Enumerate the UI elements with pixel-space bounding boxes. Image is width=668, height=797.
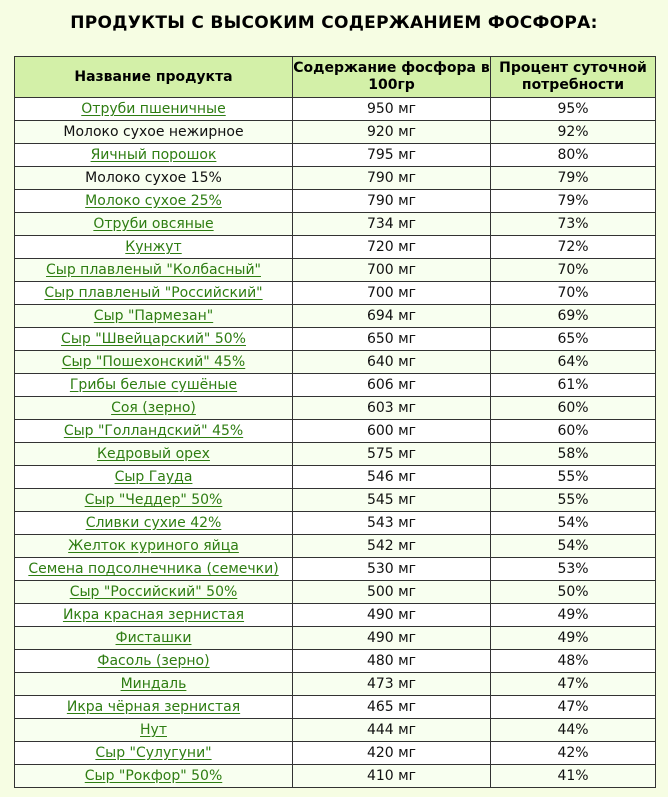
product-name-cell (15, 650, 293, 673)
daily-percent-cell: 48% (491, 650, 656, 673)
product-name: Молоко сухое нежирное (63, 124, 244, 140)
phosphorus-content-cell: 734 мг (293, 213, 491, 236)
table-row (15, 213, 656, 236)
phosphorus-content-cell: 600 мг (293, 420, 491, 443)
phosphorus-content-cell: 420 мг (293, 742, 491, 765)
phosphorus-content-cell: 720 мг (293, 236, 491, 259)
phosphorus-content-cell: 790 мг (293, 190, 491, 213)
product-name-cell (15, 374, 293, 397)
product-link[interactable]: Сыр "Швейцарский" 50% (61, 331, 246, 347)
table-row (15, 696, 656, 719)
product-link[interactable]: Кунжут (125, 239, 182, 255)
product-name-cell (15, 351, 293, 374)
daily-percent-cell: 72% (491, 236, 656, 259)
product-link[interactable]: Грибы белые сушёные (69, 377, 238, 393)
table-row (15, 765, 656, 788)
product-name-cell (15, 259, 293, 282)
product-link[interactable]: Сыр "Российский" 50% (69, 584, 238, 600)
product-name-cell (15, 489, 293, 512)
daily-percent-cell: 61% (491, 374, 656, 397)
page-title: ПРОДУКТЫ С ВЫСОКИМ СОДЕРЖАНИЕМ ФОСФОРА: (70, 13, 598, 33)
header-product-name: Название продукта (15, 57, 293, 98)
product-name-cell (15, 558, 293, 581)
daily-percent-cell: 55% (491, 466, 656, 489)
phosphorus-content-cell: 530 мг (293, 558, 491, 581)
product-name-cell (15, 282, 293, 305)
phosphorus-content-cell: 546 мг (293, 466, 491, 489)
table-row (15, 190, 656, 213)
phosphorus-content-cell: 694 мг (293, 305, 491, 328)
product-link[interactable]: Сыр "Пармезан" (93, 308, 214, 324)
phosphorus-content-cell: 543 мг (293, 512, 491, 535)
daily-percent-cell: 80% (491, 144, 656, 167)
daily-percent-cell: 47% (491, 673, 656, 696)
table-row (15, 466, 656, 489)
phosphorus-content-cell: 790 мг (293, 167, 491, 190)
product-link[interactable]: Сыр плавленый "Российский" (44, 285, 263, 301)
product-name: Молоко сухое 15% (85, 170, 222, 186)
product-link[interactable]: Фасоль (зерно) (97, 653, 210, 669)
phosphorus-content-cell: 795 мг (293, 144, 491, 167)
product-link[interactable]: Икра красная зернистая (62, 607, 245, 623)
product-name-cell (15, 305, 293, 328)
phosphorus-content-cell: 603 мг (293, 397, 491, 420)
table-row (15, 305, 656, 328)
product-name-cell (15, 144, 293, 167)
daily-percent-cell: 69% (491, 305, 656, 328)
phosphorus-content-cell: 575 мг (293, 443, 491, 466)
table-row (15, 236, 656, 259)
product-link[interactable]: Яичный порошок (90, 147, 217, 163)
phosphorus-content-cell: 465 мг (293, 696, 491, 719)
product-name-cell (15, 696, 293, 719)
product-name-cell (15, 673, 293, 696)
product-link[interactable]: Сливки сухие 42% (85, 515, 222, 531)
daily-percent-cell: 95% (491, 98, 656, 121)
daily-percent-cell: 79% (491, 190, 656, 213)
product-name-cell (15, 328, 293, 351)
product-name-cell (15, 581, 293, 604)
daily-percent-cell: 65% (491, 328, 656, 351)
table-row (15, 581, 656, 604)
product-link[interactable]: Соя (зерно) (111, 400, 196, 416)
daily-percent-cell: 49% (491, 604, 656, 627)
table-row (15, 742, 656, 765)
table-row (15, 719, 656, 742)
daily-percent-cell: 92% (491, 121, 656, 144)
product-link[interactable]: Сыр плавленый "Колбасный" (46, 262, 261, 278)
product-link[interactable]: Отруби овсяные (93, 216, 214, 232)
product-name-cell (15, 443, 293, 466)
product-name-cell (15, 213, 293, 236)
daily-percent-cell: 42% (491, 742, 656, 765)
phosphorus-content-cell: 606 мг (293, 374, 491, 397)
table-row (15, 328, 656, 351)
table-row (15, 167, 656, 190)
product-link[interactable]: Молоко сухое 25% (85, 193, 222, 209)
phosphorus-content-cell: 700 мг (293, 282, 491, 305)
table-row (15, 397, 656, 420)
product-link[interactable]: Сыр "Пошехонский" 45% (61, 354, 246, 370)
phosphorus-table (14, 56, 656, 788)
product-link[interactable]: Нут (140, 722, 167, 738)
product-link[interactable]: Отруби пшеничные (81, 101, 226, 117)
daily-percent-cell: 49% (491, 627, 656, 650)
phosphorus-content-cell: 490 мг (293, 604, 491, 627)
header-phosphorus-content: Содержание фосфора в 100гр (293, 57, 491, 98)
table-row (15, 489, 656, 512)
phosphorus-content-cell: 640 мг (293, 351, 491, 374)
product-name-cell (15, 121, 293, 144)
table-row (15, 512, 656, 535)
daily-percent-cell: 55% (491, 489, 656, 512)
table-row (15, 535, 656, 558)
product-link[interactable]: Фисташки (115, 630, 192, 646)
daily-percent-cell: 54% (491, 535, 656, 558)
phosphorus-content-cell: 545 мг (293, 489, 491, 512)
phosphorus-content-cell: 650 мг (293, 328, 491, 351)
daily-percent-cell: 79% (491, 167, 656, 190)
product-name-cell (15, 765, 293, 788)
table-row (15, 144, 656, 167)
daily-percent-cell: 44% (491, 719, 656, 742)
phosphorus-content-cell: 410 мг (293, 765, 491, 788)
daily-percent-cell: 70% (491, 259, 656, 282)
product-link[interactable]: Сыр "Чеддер" 50% (84, 492, 223, 508)
product-name-cell (15, 512, 293, 535)
product-name-cell (15, 98, 293, 121)
table-row (15, 259, 656, 282)
table-header-row (15, 57, 656, 98)
product-name-cell (15, 167, 293, 190)
phosphorus-content-cell: 500 мг (293, 581, 491, 604)
product-link[interactable]: Сыр "Сулугуни" (95, 745, 212, 761)
product-link[interactable]: Семена подсолнечника (семечки) (28, 561, 279, 577)
table-row (15, 98, 656, 121)
product-name-cell (15, 535, 293, 558)
product-link[interactable]: Желток куриного яйца (68, 538, 239, 554)
table-row (15, 121, 656, 144)
product-name-cell (15, 742, 293, 765)
phosphorus-content-cell: 950 мг (293, 98, 491, 121)
phosphorus-content-cell: 700 мг (293, 259, 491, 282)
daily-percent-cell: 50% (491, 581, 656, 604)
product-name-cell (15, 627, 293, 650)
phosphorus-content-cell: 444 мг (293, 719, 491, 742)
product-name-cell (15, 466, 293, 489)
product-link[interactable]: Сыр "Голландский" 45% (63, 423, 244, 439)
product-name-cell (15, 719, 293, 742)
daily-percent-cell: 70% (491, 282, 656, 305)
table-row (15, 604, 656, 627)
table-row (15, 558, 656, 581)
table-row (15, 282, 656, 305)
table-row (15, 443, 656, 466)
product-name-cell (15, 397, 293, 420)
phosphorus-content-cell: 480 мг (293, 650, 491, 673)
table-row (15, 673, 656, 696)
daily-percent-cell: 58% (491, 443, 656, 466)
daily-percent-cell: 53% (491, 558, 656, 581)
table-row (15, 650, 656, 673)
table-row (15, 351, 656, 374)
product-name-cell (15, 190, 293, 213)
daily-percent-cell: 47% (491, 696, 656, 719)
table-row (15, 627, 656, 650)
phosphorus-content-cell: 473 мг (293, 673, 491, 696)
phosphorus-content-cell: 542 мг (293, 535, 491, 558)
product-link[interactable]: Сыр Гауда (114, 469, 193, 485)
product-name-cell (15, 604, 293, 627)
table-body (15, 98, 656, 788)
product-link[interactable]: Миндаль (120, 676, 187, 692)
product-name-cell (15, 236, 293, 259)
daily-percent-cell: 60% (491, 420, 656, 443)
table-row (15, 420, 656, 443)
phosphorus-content-cell: 920 мг (293, 121, 491, 144)
product-link[interactable]: Сыр "Рокфор" 50% (84, 768, 223, 784)
daily-percent-cell: 64% (491, 351, 656, 374)
product-link[interactable]: Икра чёрная зернистая (66, 699, 241, 715)
phosphorus-content-cell: 490 мг (293, 627, 491, 650)
product-link[interactable]: Кедровый орех (97, 446, 210, 462)
daily-percent-cell: 54% (491, 512, 656, 535)
daily-percent-cell: 41% (491, 765, 656, 788)
header-daily-percent: Процент суточной потребности (491, 57, 656, 98)
table-row (15, 374, 656, 397)
daily-percent-cell: 60% (491, 397, 656, 420)
product-name-cell (15, 420, 293, 443)
daily-percent-cell: 73% (491, 213, 656, 236)
